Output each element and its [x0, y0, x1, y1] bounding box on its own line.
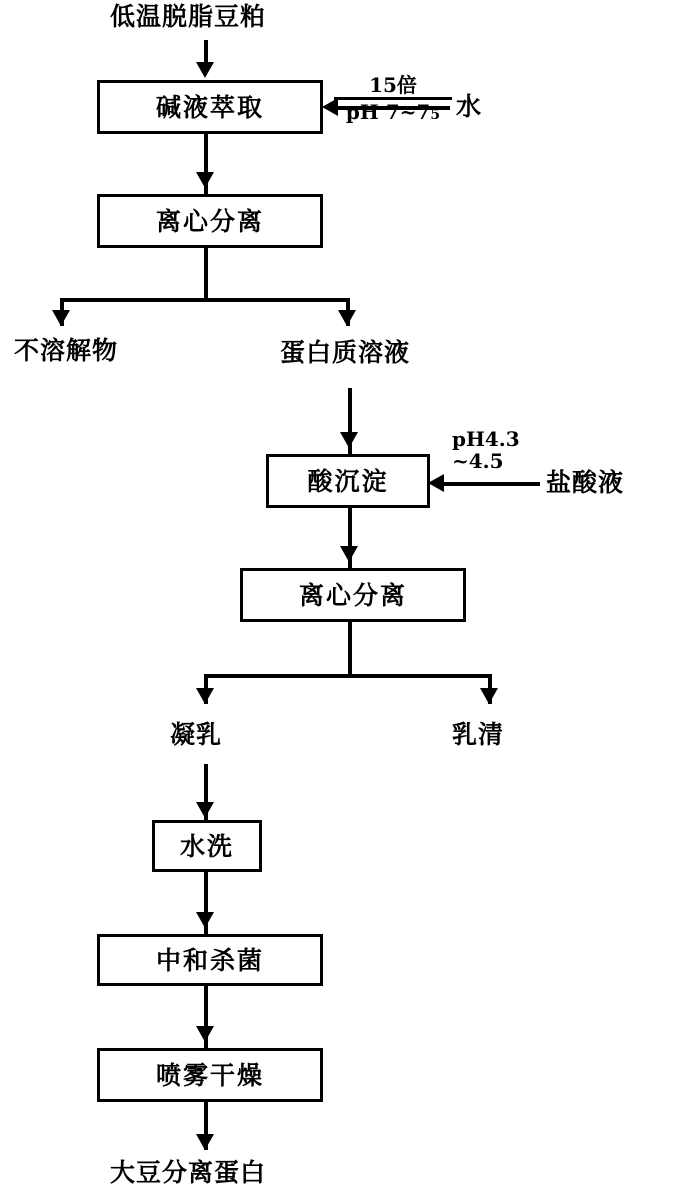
hcl-material-label: 盐酸液	[546, 468, 625, 497]
edge-centrifuge1-split	[60, 298, 350, 302]
node-acid-precipitation[interactable]: 酸沉淀	[266, 454, 430, 508]
arrowhead-protein-to-acid	[340, 432, 358, 448]
branch-label-whey: 乳清	[452, 720, 505, 749]
arrowhead-wash-to-neutralize	[196, 912, 214, 928]
arrowhead-hcl-input	[428, 474, 444, 492]
edge-centrifuge2-split	[204, 674, 492, 678]
arrowhead-branch-insoluble	[52, 310, 70, 326]
branch-label-curd: 凝乳	[170, 720, 223, 749]
water-ratio-value: 15倍	[369, 73, 417, 97]
edge-centrifuge1-down	[204, 248, 208, 300]
arrowhead-curd-to-wash	[196, 802, 214, 818]
hcl-ph-label	[452, 428, 520, 472]
node-water-wash[interactable]: 水洗	[152, 820, 262, 872]
water-ph-main: pH 7~7	[345, 100, 431, 124]
arrowhead-branch-protein	[338, 310, 356, 326]
water-ph-value	[334, 101, 452, 123]
arrowhead-branch-curd	[196, 688, 214, 704]
arrowhead-spraydry-to-end	[196, 1134, 214, 1150]
edge-centrifuge2-down	[348, 622, 352, 676]
node-centrifuge-1[interactable]: 离心分离	[97, 194, 323, 248]
node-neutralize-sterilize[interactable]: 中和杀菌	[97, 934, 323, 986]
node-alkali-extraction[interactable]: 碱液萃取	[97, 80, 323, 134]
branch-label-protein-solution: 蛋白质溶液	[280, 338, 411, 367]
arrowhead-neutralize-to-spraydry	[196, 1026, 214, 1042]
arrowhead-acid-to-centrifuge2	[340, 546, 358, 562]
hcl-ph-line1: pH4.3	[452, 427, 520, 451]
arrowhead-start-to-alkali	[196, 62, 214, 78]
node-centrifuge-2[interactable]: 离心分离	[240, 568, 466, 622]
water-ph-sub: 5	[430, 107, 441, 123]
edge-hcl-input	[436, 482, 540, 486]
end-label: 大豆分离蛋白	[110, 1158, 267, 1187]
water-ratio-label	[334, 74, 452, 123]
arrowhead-branch-whey	[480, 688, 498, 704]
branch-label-insoluble: 不溶解物	[14, 336, 119, 365]
start-label: 低温脱脂豆粕	[110, 2, 267, 31]
arrowhead-alkali-to-centrifuge1	[196, 172, 214, 188]
water-material-label: 水	[456, 92, 483, 121]
hcl-ph-line2: ~4.5	[452, 449, 504, 473]
node-spray-dry[interactable]: 喷雾干燥	[97, 1048, 323, 1102]
